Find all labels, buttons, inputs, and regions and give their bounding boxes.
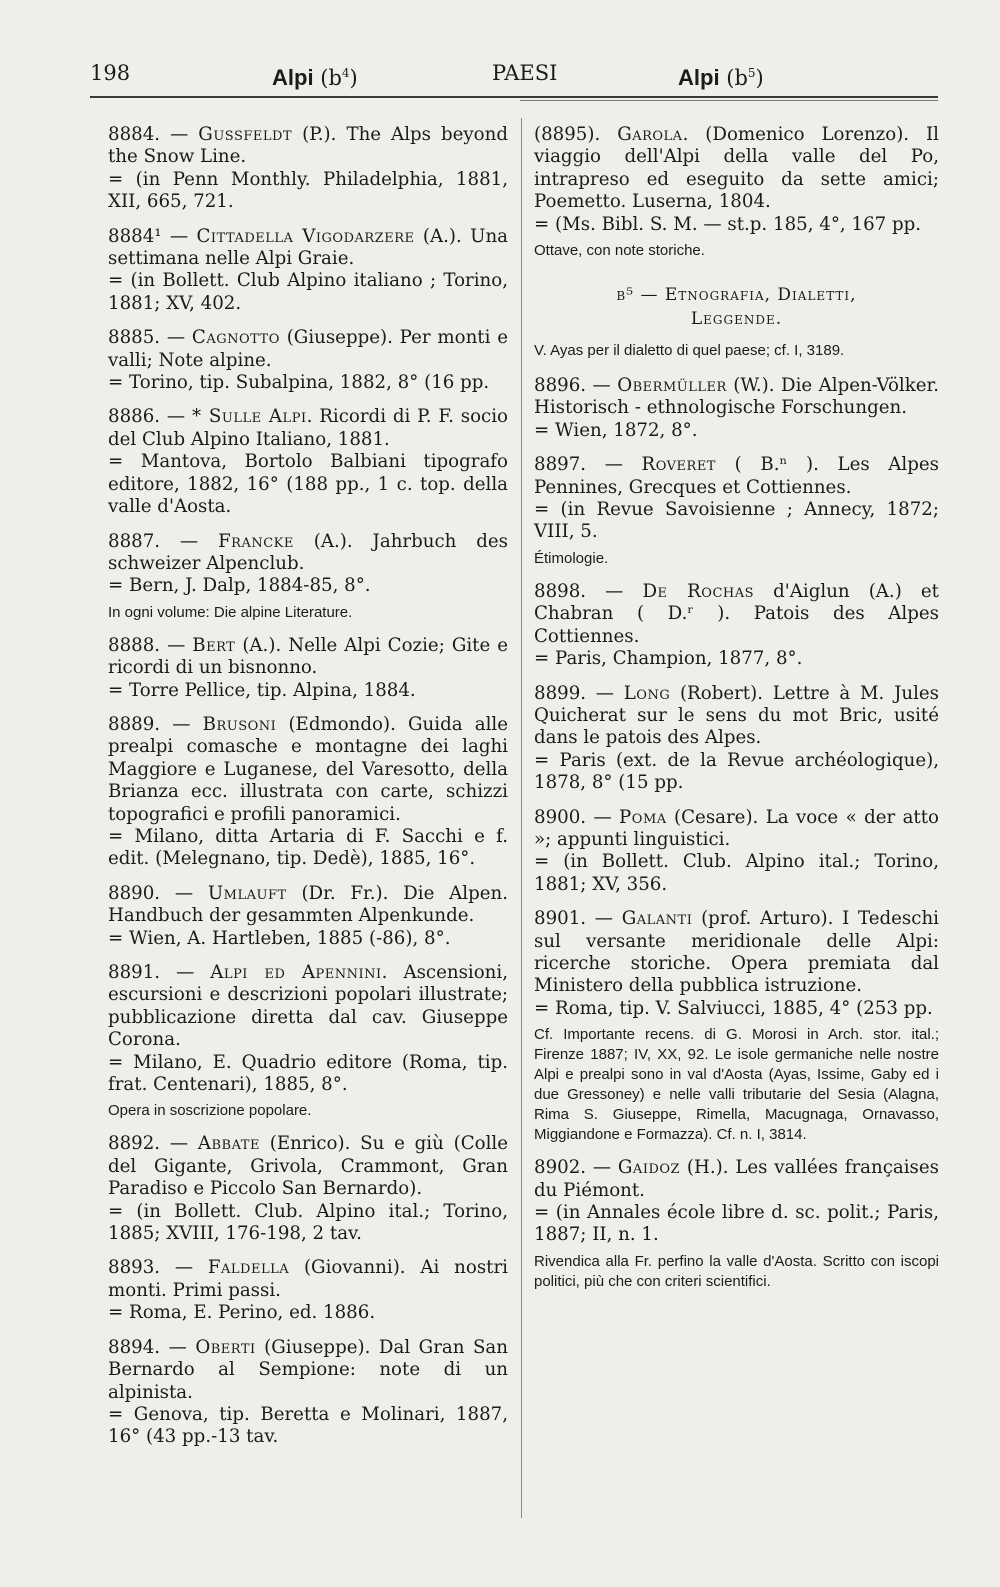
entry-publication: = (in Annales école libre d. sc. polit.; Paris, 1887; II, n. 1. xyxy=(534,1202,939,1246)
bib-entry xyxy=(534,807,939,897)
entry-text: (A.). Nelle Alpi Cozie; Gite e ricordi di un bisnonno. xyxy=(108,634,508,679)
entry-text: (Giuseppe). Dal Gran San Bernardo al Sempione: note di un alpinista. xyxy=(108,1336,508,1403)
bib-entry xyxy=(108,883,508,950)
entry-number: 8896. xyxy=(534,375,587,397)
section-note: V. Ayas per il dialetto di quel paese; cf. I, 3189. xyxy=(534,342,845,360)
entry-author: Alpi ed Apennini xyxy=(210,962,382,983)
entry-text: . Ricordi di P. F. socio del Club Alpino Italiano, 1881. xyxy=(108,406,508,450)
entry-author: Roveret xyxy=(641,454,716,476)
entry-publication: = Torre Pellice, tip. Alpina, 1884. xyxy=(108,679,416,701)
entry-author: Garola xyxy=(617,124,683,145)
bib-entry xyxy=(108,635,508,702)
entry-heading: 8891. — Alpi ed Apennini. Ascensioni, escursioni e descrizioni popolari illustrate; pubblicazione diretta dal cav. Giuseppe Corona. xyxy=(108,962,508,1051)
entry-publication: = Genova, tip. Beretta e Molinari, 1887, 16° (43 pp.-13 tav. xyxy=(108,1403,508,1448)
section-heading xyxy=(534,283,939,331)
entry-heading: 8897. — Roveret ( B.ⁿ ). Les Alpes Pennines, Grecques et Cottiennes. xyxy=(534,454,939,498)
entry-author: Long xyxy=(623,682,671,704)
entry-note: Cf. Importante recens. di G. Morosi in Arch. stor. ital.; Firenze 1887; IV, XX, 92. Le isole germaniche nelle nostre Alpi e prealpi sono in val d'Aosta (Ayas, Issime, Gaby ed i due Gressoney) e nelle valli tributarie del Sesia (Alagna, Rima S. Giuseppe, Rimella, Macugnaga, Ornavasso, Miggiandone e Formazza). Cf. n. I, 3814. xyxy=(534,1026,939,1144)
entry-author: Obermüller xyxy=(617,375,727,397)
section-heading-line1: b⁵ — Etnografia, Dialetti, xyxy=(616,285,857,306)
entry-number: 8902. xyxy=(534,1157,587,1179)
entry-publication: = Paris (ext. de la Revue archéologique), 1878, 8° (15 pp. xyxy=(534,749,939,794)
header-rule xyxy=(90,96,938,98)
bib-entry xyxy=(534,581,939,671)
entry-publication: = Bern, J. Dalp, 1884-85, 8°. xyxy=(108,575,371,597)
center-running-title: PAESI xyxy=(492,61,558,85)
section-heading-line2: Leggende. xyxy=(690,309,783,330)
entry-number: 8890. xyxy=(108,882,161,904)
entry-text: ( B.ⁿ ). Les Alpes Pennines, Grecques et Cottiennes. xyxy=(534,454,939,498)
bib-entry xyxy=(108,124,508,214)
entry-text: (P.). The Alps beyond the Snow Line. xyxy=(108,124,508,168)
bib-entry xyxy=(534,1157,939,1292)
entry-author: De Rochas xyxy=(642,580,755,602)
entry-publication: = Wien, 1872, 8°. xyxy=(534,419,698,441)
entry-note: Opera in soscrizione popolare. xyxy=(108,1102,312,1120)
entry-number: (8895). xyxy=(534,124,601,145)
entry-number: 8889. xyxy=(108,713,161,735)
bib-entry xyxy=(108,714,508,871)
entry-number: 8888. xyxy=(108,634,161,656)
bib-entry xyxy=(108,226,508,316)
bib-entry xyxy=(534,124,939,261)
entry-text: (H.). Les vallées françaises du Piémont. xyxy=(534,1157,939,1201)
entry-author: Bert xyxy=(192,634,236,656)
entry-author: * Sulle Alpi xyxy=(191,406,307,428)
left-running-title: Alpi $(b^4)$ xyxy=(272,65,358,90)
entry-text: (prof. Arturo). I Tedeschi sul versante meridionale delle Alpi: ricerche storiche. Opera premiata dal Ministero della pubblica istruzione. xyxy=(534,908,939,997)
bib-entry xyxy=(108,406,508,518)
bib-entry xyxy=(108,1133,508,1245)
entry-heading: 8887. — Francke (A.). Jahrbuch des schweizer Alpenclub. xyxy=(108,530,508,574)
entry-heading: 8898. — De Rochas d'Aiglun (A.) et Chabran ( D.ʳ ). Patois des Alpes Cottiennes. xyxy=(534,580,939,647)
entry-publication: = (in Bollett. Club Alpino italiano ; Torino, 1881; XV, 402. xyxy=(108,270,508,314)
entry-text: (A.). Jahrbuch des schweizer Alpenclub. xyxy=(108,530,508,574)
entry-author: Gaidoz xyxy=(617,1157,681,1179)
entry-heading: 8902. — Gaidoz (H.). Les vallées françaises du Piémont. xyxy=(534,1157,939,1201)
entry-text: . Ascensioni, escursioni e descrizioni popolari illustrate; pubblicazione diretta dal cav. Giuseppe Corona. xyxy=(108,962,508,1051)
bib-entry xyxy=(534,908,939,1145)
entry-heading: 8894. — Oberti (Giuseppe). Dal Gran San Bernardo al Sempione: note di un alpinista. xyxy=(108,1336,508,1403)
entry-heading: 8886. — * Sulle Alpi. Ricordi di P. F. socio del Club Alpino Italiano, 1881. xyxy=(108,406,508,450)
entry-heading: 8884¹ — Cittadella Vigodarzere (A.). Una settimana nelle Alpi Graie. xyxy=(108,225,508,270)
entry-heading: 8899. — Long (Robert). Lettre à M. Jules Quicherat sur le sens du mot Bric, usité dans le patois des Alpes. xyxy=(534,682,939,749)
bib-entry xyxy=(534,375,939,442)
column-divider xyxy=(521,118,522,1518)
entry-number: 8892. xyxy=(108,1133,161,1155)
bib-entry xyxy=(108,1257,508,1324)
entry-publication: = Roma, tip. V. Salviucci, 1885, 4° (253 pp. xyxy=(534,997,933,1019)
entry-author: Umlauft xyxy=(207,882,287,904)
entry-publication: = Paris, Champion, 1877, 8°. xyxy=(534,648,803,670)
page-number: 198 xyxy=(90,61,131,85)
entry-author: Abbate xyxy=(197,1133,260,1155)
right-running-title: Alpi $(b^5)$ xyxy=(678,65,764,90)
entry-author: Oberti xyxy=(195,1336,256,1358)
entry-note: In ogni volume: Die alpine Literature. xyxy=(108,603,353,621)
entry-number: 8887. xyxy=(108,530,161,552)
entry-number: 8898. xyxy=(534,580,587,602)
entry-text: (Edmondo). Guida alle prealpi comasche e montagne dei laghi Maggiore e Luganese, del Varesotto, della Brianza ecc. illustrata con carte, schizzi topografici e profili panoramici. xyxy=(108,713,508,825)
entry-heading: 8890. — Umlauft (Dr. Fr.). Die Alpen. Handbuch der gesammten Alpenkunde. xyxy=(108,882,508,927)
entry-author: Gussfeldt xyxy=(198,124,293,145)
entry-number: 8901. xyxy=(534,908,587,930)
entry-publication: = (in Penn Monthly. Philadelphia, 1881, XII, 665, 721. xyxy=(108,168,508,213)
entry-number: 8891. xyxy=(108,962,161,983)
entry-heading: 8896. — Obermüller (W.). Die Alpen-Völker. Historisch - ethnologische Forschungen. xyxy=(534,375,939,419)
bib-entry xyxy=(534,454,939,569)
entry-author: Francke xyxy=(218,530,294,552)
entry-note: Rivendica alla Fr. perfino la valle d'Aosta. Scritto con iscopi politici, più che con criteri scientifici. xyxy=(534,1252,939,1290)
entry-publication: = (in Revue Savoisienne ; Annecy, 1872; VIII, 5. xyxy=(534,499,939,543)
entry-publication: = Mantova, Bortolo Balbiani tipografo editore, 1882, 16° (188 pp., 1 c. top. della valle d'Aosta. xyxy=(108,451,508,518)
entry-note: Ottave, con note storiche. xyxy=(534,242,705,260)
entry-heading: 8888. — Bert (A.). Nelle Alpi Cozie; Gite e ricordi di un bisnonno. xyxy=(108,634,508,679)
bib-entry xyxy=(108,1337,508,1449)
right-column xyxy=(534,124,939,1304)
entry-author: Brusoni xyxy=(202,713,277,735)
entry-number: 8884. xyxy=(108,124,161,145)
entry-text: (W.). Die Alpen-Völker. Historisch - ethnologische Forschungen. xyxy=(534,375,939,419)
entry-text: d'Aiglun (A.) et Chabran ( D.ʳ ). Patois des Alpes Cottiennes. xyxy=(534,580,939,647)
entry-publication: = Milano, E. Quadrio editore (Roma, tip. frat. Centenari), 1885, 8°. xyxy=(108,1051,508,1096)
entry-number: 8884¹ xyxy=(108,225,162,247)
entry-number: 8897. xyxy=(534,454,587,476)
entry-heading: 8892. — Abbate (Enrico). Su e giù (Colle del Gigante, Grivola, Crammont, Gran Paradiso e Piccolo San Bernardo). xyxy=(108,1133,508,1200)
entry-heading: 8885. — Cagnotto (Giuseppe). Per monti e valli; Note alpine. xyxy=(108,327,508,371)
entry-heading: 8884. — Gussfeldt (P.). The Alps beyond the Snow Line. xyxy=(108,124,508,168)
entry-text: (A.). Una settimana nelle Alpi Graie. xyxy=(108,225,508,270)
entry-publication: = Milano, ditta Artaria di F. Sacchi e f. edit. (Melegnano, tip. Dedè), 1885, 16°. xyxy=(108,825,508,870)
entry-heading: 8901. — Galanti (prof. Arturo). I Tedeschi sul versante meridionale delle Alpi: ricerche storiche. Opera premiata dal Ministero della pubblica istruzione. xyxy=(534,908,939,997)
entry-heading: 8900. — Poma (Cesare). La voce « der atto »; appunti linguistici. xyxy=(534,806,939,850)
entry-text: (Dr. Fr.). Die Alpen. Handbuch der gesammten Alpenkunde. xyxy=(108,882,508,927)
entry-number: 8899. xyxy=(534,682,587,704)
entry-text: (Cesare). La voce « der atto »; appunti linguistici. xyxy=(534,806,939,850)
entry-text: . (Domenico Lorenzo). Il viaggio dell'Alpi della valle del Po, intrapreso ed eseguito da sette amici; Poemetto. Luserna, 1804. xyxy=(534,124,939,213)
entry-publication: = Wien, A. Hartleben, 1885 (-86), 8°. xyxy=(108,927,451,949)
entry-publication: = (in Bollett. Club. Alpino ital.; Torino, 1881; XV, 356. xyxy=(534,851,939,895)
entry-note: Étimologie. xyxy=(534,549,609,567)
bib-entry xyxy=(108,531,508,623)
entry-publication: = (in Bollett. Club. Alpino ital.; Torino, 1885; XVIII, 176-198, 2 tav. xyxy=(108,1200,508,1245)
entry-publication: = Roma, E. Perino, ed. 1886. xyxy=(108,1302,376,1324)
entry-text: (Giuseppe). Per monti e valli; Note alpine. xyxy=(108,327,508,371)
left-column xyxy=(108,124,508,1461)
entry-text: (Enrico). Su e giù (Colle del Gigante, Grivola, Crammont, Gran Paradiso e Piccolo San Bernardo). xyxy=(108,1133,508,1200)
entry-number: 8885. xyxy=(108,327,161,349)
entry-heading: 8893. — Faldella (Giovanni). Ai nostri monti. Primi passi. xyxy=(108,1257,508,1301)
bib-entry xyxy=(108,962,508,1121)
entry-author: Cagnotto xyxy=(191,327,280,349)
entry-number: 8886. xyxy=(108,406,161,428)
header-rule-thin xyxy=(520,100,938,101)
bib-entry xyxy=(534,683,939,795)
entry-author: Faldella xyxy=(207,1257,290,1279)
entry-author: Galanti xyxy=(621,908,693,930)
entry-author: Cittadella Vigodarzere xyxy=(196,225,415,247)
entry-text: (Robert). Lettre à M. Jules Quicherat sur le sens du mot Bric, usité dans le patois des Alpes. xyxy=(534,682,939,749)
entry-number: 8893. xyxy=(108,1257,161,1279)
entry-text: (Giovanni). Ai nostri monti. Primi passi. xyxy=(108,1257,508,1301)
entry-number: 8900. xyxy=(534,806,587,828)
entry-number: 8894. xyxy=(108,1336,161,1358)
entry-publication: = Torino, tip. Subalpina, 1882, 8° (16 pp. xyxy=(108,372,490,394)
entry-heading: 8889. — Brusoni (Edmondo). Guida alle prealpi comasche e montagne dei laghi Maggiore e Luganese, del Varesotto, della Brianza ecc. illustrata con carte, schizzi topografici e profili panoramici. xyxy=(108,713,508,825)
entry-author: Poma xyxy=(619,806,667,828)
entry-publication: = (Ms. Bibl. S. M. — st.p. 185, 4°, 167 pp. xyxy=(534,213,922,235)
page-header xyxy=(90,58,940,98)
bib-entry xyxy=(108,327,508,394)
